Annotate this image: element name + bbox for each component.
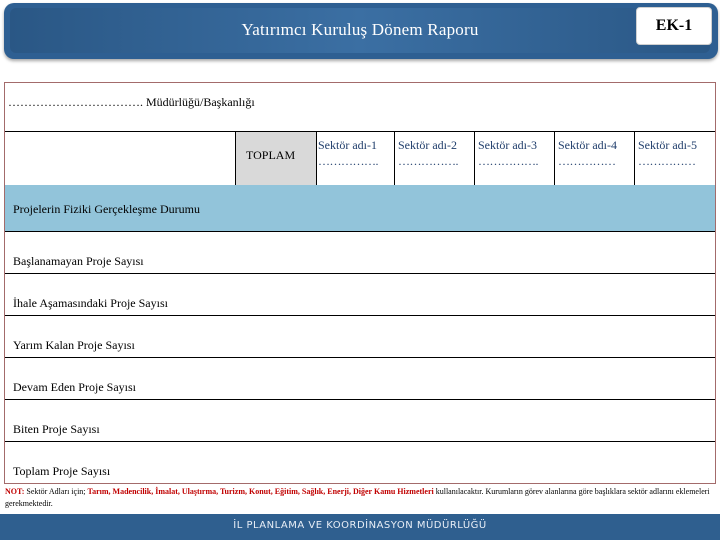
department-line: ……………………………. Müdürlüğü/Başkanlığı bbox=[8, 95, 255, 109]
annex-label: EK-1 bbox=[636, 7, 712, 45]
table-row bbox=[5, 316, 715, 358]
sector-column-5 bbox=[635, 132, 715, 185]
sector-column-1 bbox=[315, 132, 395, 185]
note-label: NOT: bbox=[5, 487, 25, 496]
note-sector-list: Tarım, Madencilik, İmalat, Ulaştırma, Turizm, Konut, Eğitim, Sağlık, Enerji, Diğer Kamu Hizmetleri bbox=[87, 487, 434, 496]
footer-bar bbox=[0, 514, 720, 540]
note-text: kullanılacaktır. Kurumların görev alanlarına göre başlıklara sektör adlarını eklemeleri gerekmektedir. bbox=[5, 487, 710, 508]
footer-text: İL PLANLAMA VE KOORDİNASYON MÜDÜRLÜĞÜ bbox=[233, 520, 487, 531]
table-header-row bbox=[5, 131, 715, 186]
row-label: Toplam Proje Sayısı bbox=[13, 464, 111, 478]
table-row bbox=[5, 274, 715, 316]
row-label: Biten Proje Sayısı bbox=[13, 422, 100, 436]
sector-name: Sektör adı-4 bbox=[558, 138, 617, 152]
row-label: İhale Aşamasındaki Proje Sayısı bbox=[13, 296, 168, 310]
sector-name: Sektör adı-3 bbox=[478, 138, 537, 152]
sector-column-2 bbox=[395, 132, 475, 185]
row-label: Devam Eden Proje Sayısı bbox=[13, 380, 136, 394]
sector-name: Sektör adı-2 bbox=[398, 138, 457, 152]
table-row bbox=[5, 442, 715, 483]
row-label: Başlanamayan Proje Sayısı bbox=[13, 254, 144, 268]
sector-column-3 bbox=[475, 132, 555, 185]
report-title: Yatırımcı Kuruluş Dönem Raporu bbox=[241, 20, 479, 39]
row-label: Yarım Kalan Proje Sayısı bbox=[13, 338, 135, 352]
section-header-row bbox=[5, 185, 715, 232]
total-label: TOPLAM bbox=[246, 148, 296, 162]
sector-placeholder: ……………. bbox=[478, 154, 538, 168]
sector-placeholder: …………… bbox=[558, 154, 616, 168]
footnote bbox=[5, 486, 715, 510]
total-column-header bbox=[235, 132, 317, 185]
sector-placeholder: ……………. bbox=[318, 154, 378, 168]
table-row bbox=[5, 232, 715, 274]
table-row bbox=[5, 358, 715, 400]
sector-name: Sektör adı-1 bbox=[318, 138, 377, 152]
sector-name: Sektör adı-5 bbox=[638, 138, 697, 152]
note-intro: Sektör Adları için; bbox=[24, 487, 88, 496]
section-title: Projelerin Fiziki Gerçekleşme Durumu bbox=[13, 202, 200, 216]
table-row bbox=[5, 400, 715, 442]
sector-placeholder: ……………. bbox=[398, 154, 458, 168]
sector-column-4 bbox=[555, 132, 635, 185]
sector-placeholder: …………… bbox=[638, 154, 696, 168]
